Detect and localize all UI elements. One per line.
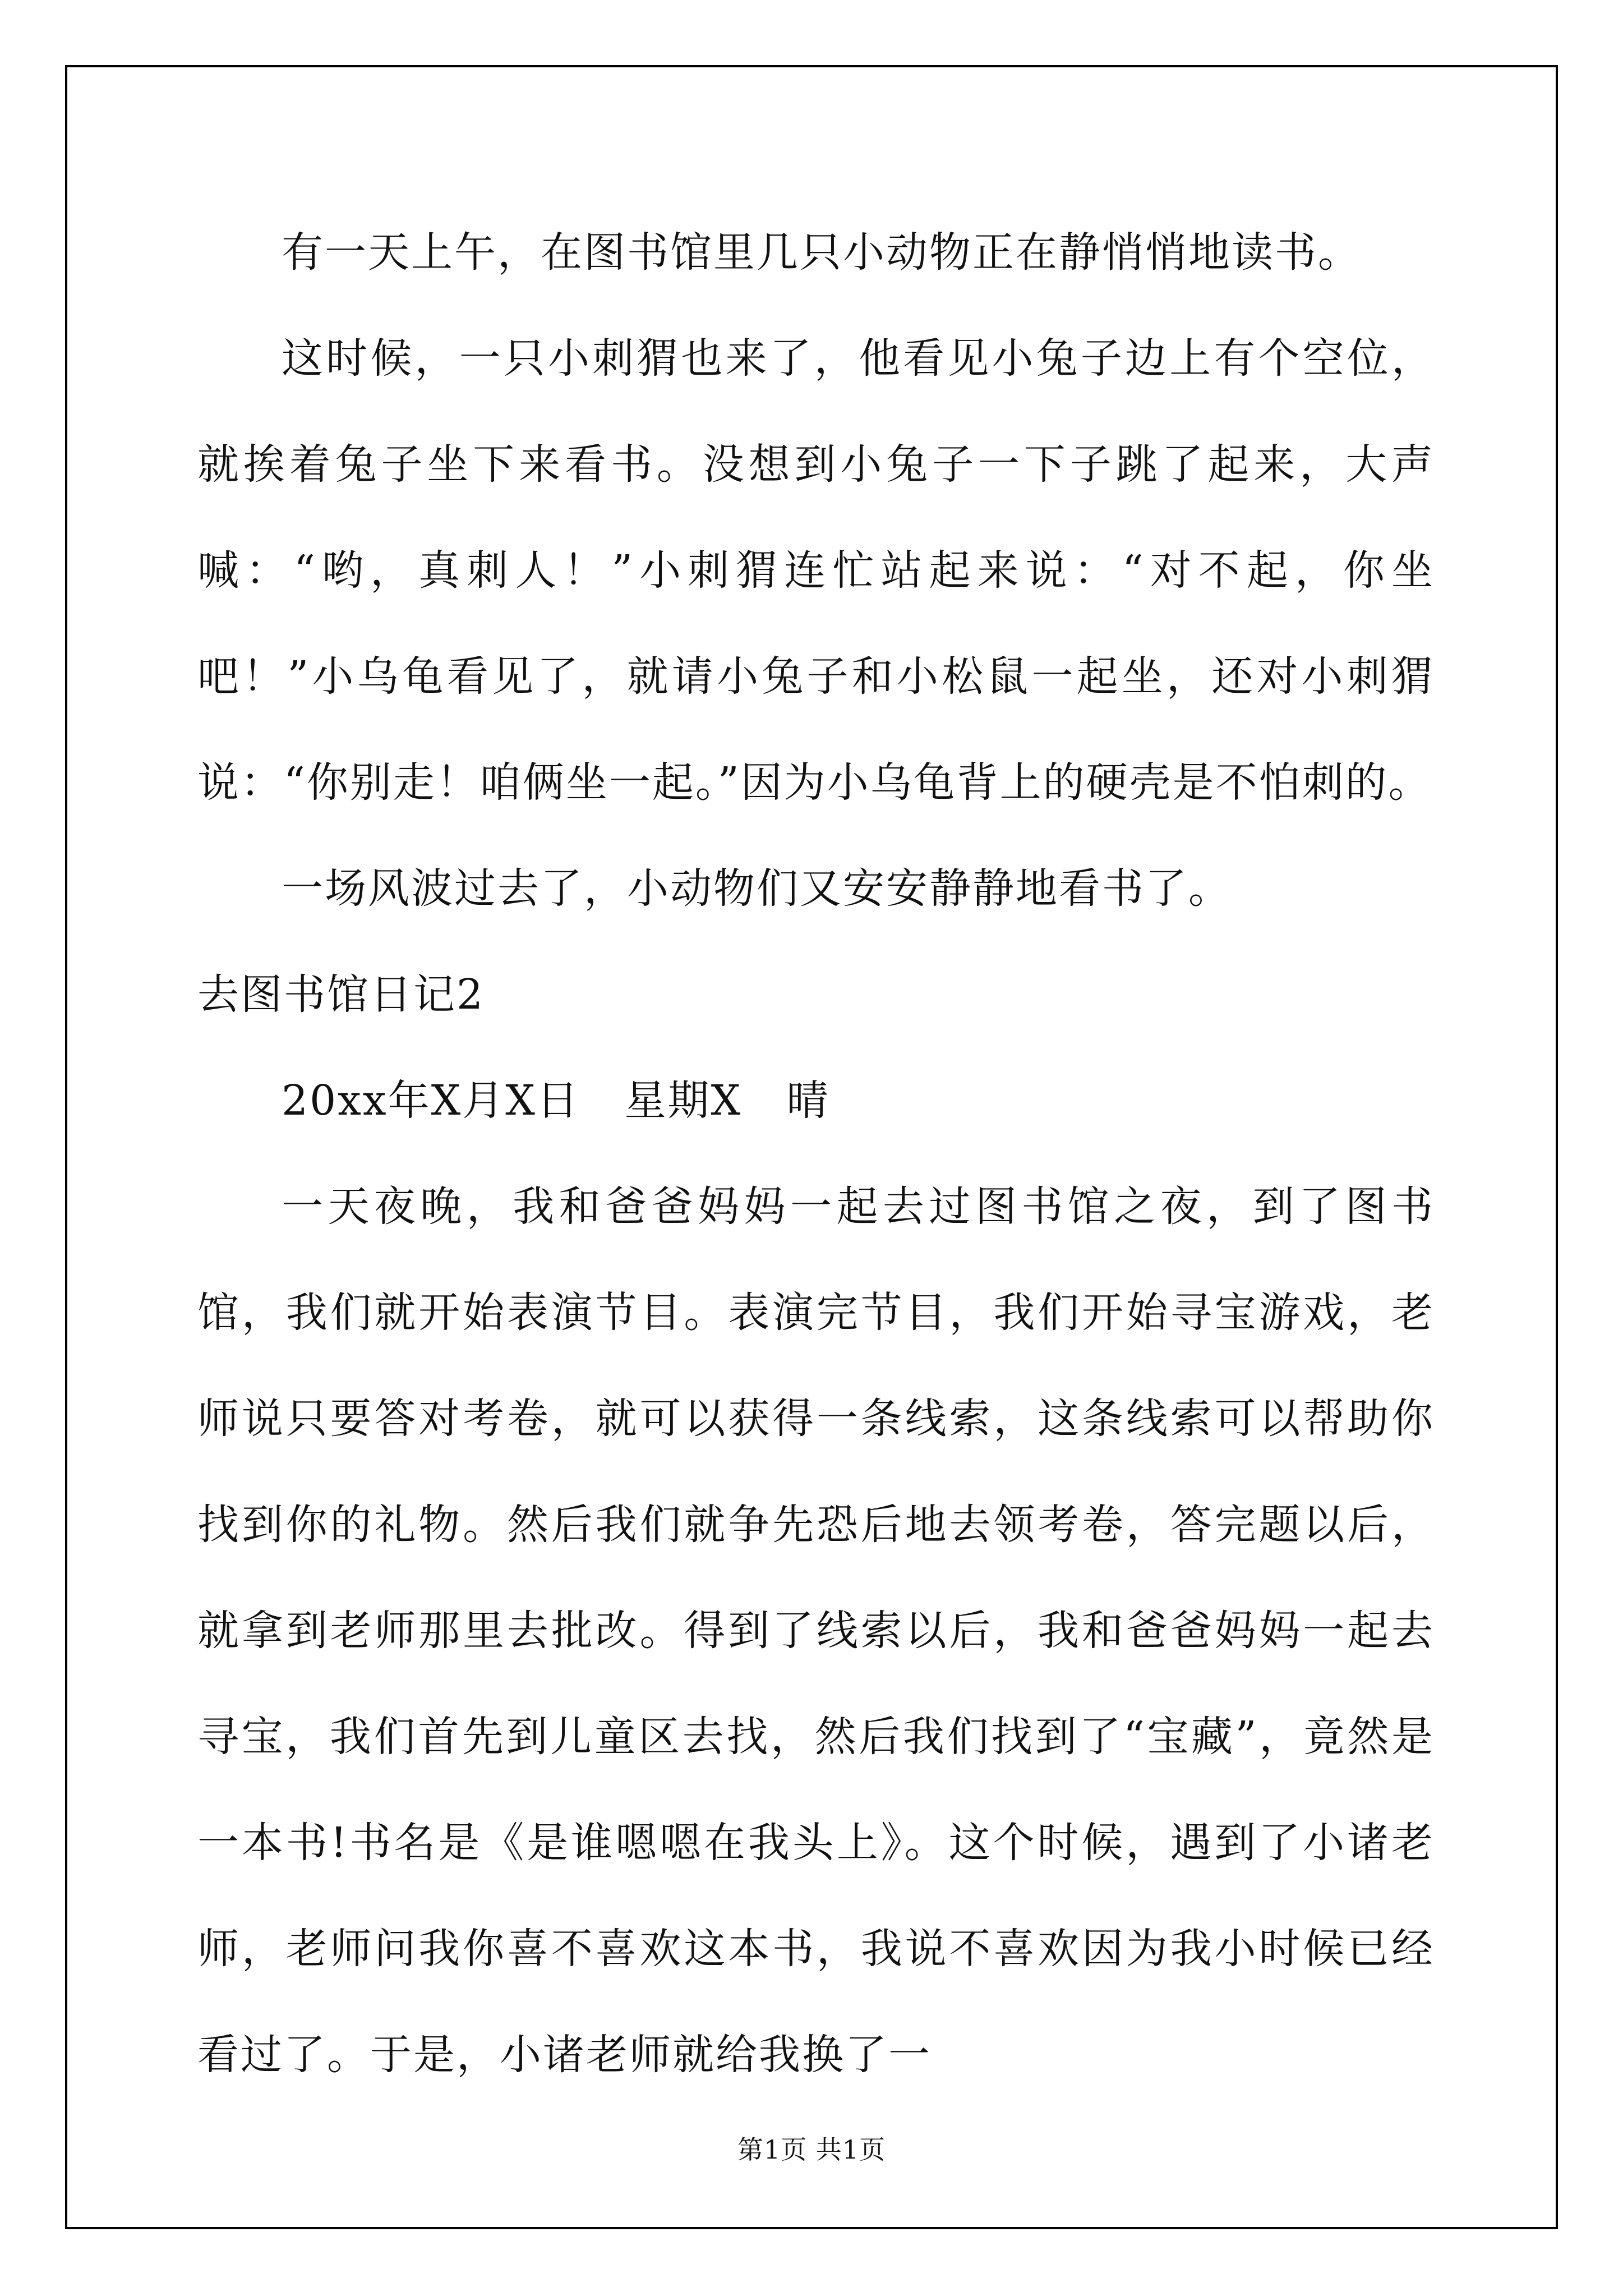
page-number-footer: 第1页 共1页 xyxy=(737,2134,886,2165)
paragraph-storm-passed: 一场风波过去了，小动物们又安安静静地看书了。 xyxy=(282,864,1232,913)
document-body xyxy=(197,200,1435,2108)
section-heading: 去图书馆日记2 xyxy=(197,970,485,1019)
paragraph-library-night: 一天夜晚，我和爸爸妈妈一起去过图书馆之夜，到了图书馆，我们就开始表演节目。表演完节目，我们开始寻宝游戏，老师说只要答对考卷，就可以获得一条线索，这条线索可以帮助你找到你的礼物。然后我们就争先恐后地去领考卷，答完题以后，就拿到老师那里去批改。得到了线索以后，我和爸爸妈妈一起去寻宝，我们首先到儿童区去找，然后我们找到了“宝藏”，竟然是一本书!书名是《是谁嗯嗯在我头上》。这个时候，遇到了小诸老师，老师问我你喜不喜欢这本书，我说不喜欢因为我小时候已经看过了。于是，小诸老师就给我换了一 xyxy=(197,1182,1435,2079)
diary-date-line: 20xx年X月X日 星期X 晴 xyxy=(282,1076,830,1125)
paragraph-library-morning: 有一天上午，在图书馆里几只小动物正在静悄悄地读书。 xyxy=(282,228,1361,277)
paragraph-hedgehog: 这时候，一只小刺猬也来了，他看见小兔子边上有个空位，就挨着兔子坐下来看书。没想到小兔子一下子跳了起来，大声喊：“哟，真刺人！”小刺猬连忙站起来说：“对不起，你坐吧！”小乌龟看见了，就请小兔子和小松鼠一起坐，还对小刺猬说：“你别走！咱俩坐一起。”因为小乌龟背上的硬壳是不怕刺的。 xyxy=(197,334,1435,807)
